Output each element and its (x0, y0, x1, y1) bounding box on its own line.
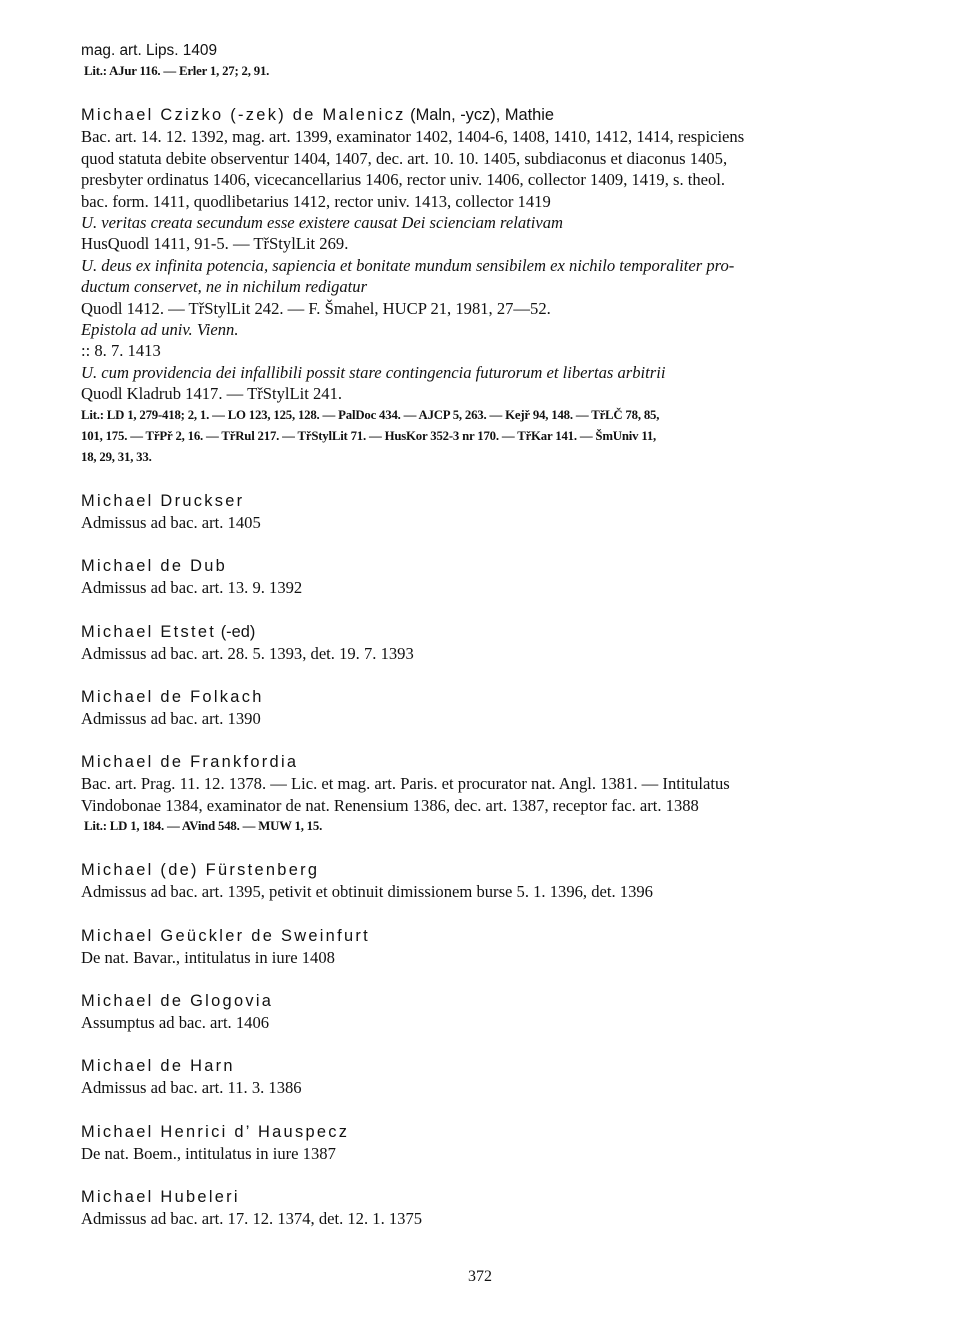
entry-name: Michael de Dub (81, 557, 228, 576)
entry-text-line: Vindobonae 1384, examinator de nat. Renensium 1386, dec. art. 1387, receptor fac. art. 1388 (81, 795, 699, 815)
entry-michael-de-frankfordia (81, 751, 901, 837)
entry-name: Michael Geückler de Sweinfurt (81, 926, 370, 945)
entry-text-line: bac. form. 1411, quodlibetarius 1412, rector univ. 1413, collector 1419 (81, 191, 551, 211)
entry-text-line: Admissus ad bac. art. 1390 (81, 708, 261, 728)
entry-michael-de-harn (81, 1055, 901, 1098)
entry-text-line: Admissus ad bac. art. 1395, petivit et obtinuit dimissionem burse 5. 1. 1396, det. 1396 (81, 882, 653, 902)
entry-text-line: quod statuta debite observentur 1404, 1407, dec. art. 10. 10. 1405, subdiaconus et diaconus 1405, (81, 148, 728, 168)
entry-text-line: Admissus ad bac. art. 17. 12. 1374, det. 12. 1. 1375 (81, 1209, 423, 1229)
entry-michael-etstet (81, 621, 901, 664)
work-reference: Quodl 1412. — TřStylLit 242. — F. Šmahel, HUCP 21, 1981, 27—52. (81, 298, 551, 318)
work-title: ductum conservet, ne in nichilum redigatur (81, 277, 368, 297)
entry-michael-furstenberg (81, 859, 901, 902)
entry-text-line: Bac. art. 14. 12. 1392, mag. art. 1399, examinator 1402, 1404-6, 1408, 1410, 1412, 1414, respiciens (81, 127, 745, 147)
entry-literature: 101, 175. — TřPř 2, 16. — TřRul 217. — TřStylLit 71. — HusKor 352-3 nr 170. — TřKar 141. — ŠmUniv 11, (81, 428, 657, 443)
entry-name: Michael de Glogovia (81, 991, 274, 1010)
entry-michael-de-folkach (81, 686, 901, 729)
entry-literature: 18, 29, 31, 33. (81, 449, 152, 464)
work-title: U. deus ex infinita potencia, sapiencia et bonitate mundum sensibilem ex nichilo temporaliter pro- (81, 255, 735, 275)
entry-michael-henrici (81, 1121, 901, 1164)
entry-text-line: Admissus ad bac. art. 13. 9. 1392 (81, 578, 303, 598)
entry-name: Michael Czizko (-zek) de Malenicz (81, 106, 406, 125)
entry-michael-czizko (81, 104, 901, 467)
entry-name: Michael Druckser (81, 491, 245, 510)
entry-name: Michael de Harn (81, 1057, 235, 1076)
work-title: Epistola ad univ. Vienn. (81, 320, 239, 340)
work-title: U. veritas creata secundum esse existere causat Dei scienciam relativam (81, 213, 564, 233)
entry-name: Michael (de) Fürstenberg (81, 861, 320, 880)
entry-name-variants: (Maln, -ycz), Mathie (405, 106, 555, 125)
entry-michael-de-dub (81, 555, 901, 598)
entry-heading (81, 104, 901, 126)
page-number: 372 (468, 1268, 492, 1285)
entry-michael-de-glogovia (81, 990, 901, 1033)
entry-text-line: De nat. Boem., intitulatus in iure 1387 (81, 1143, 336, 1163)
entry-literature: Lit.: LD 1, 184. — AVind 548. — MUW 1, 15. (84, 819, 323, 834)
entry-name: Michael Henrici d’ Hauspecz (81, 1122, 350, 1141)
entry-michael-geuckler (81, 925, 901, 968)
work-reference: Quodl Kladrub 1417. — TřStylLit 241. (81, 384, 343, 404)
page-content (81, 40, 901, 1230)
entry-name: Michael de Folkach (81, 687, 264, 706)
entry-text-line: Admissus ad bac. art. 11. 3. 1386 (81, 1078, 302, 1098)
entry-name-variants: (-ed) (216, 622, 256, 641)
work-reference: HusQuodl 1411, 91-5. — TřStylLit 269. (81, 234, 349, 254)
entry-heading (81, 621, 901, 643)
intro-literature: Lit.: AJur 116. — Erler 1, 27; 2, 91. (84, 64, 270, 79)
entry-name: Michael Etstet (81, 622, 217, 641)
entry-literature: Lit.: LD 1, 279-418; 2, 1. — LO 123, 125, 128. — PalDoc 434. — AJCP 5, 263. — Kejř 94, 148. — TřLČ 78, 85, (81, 407, 660, 422)
entry-michael-hubeleri (81, 1186, 901, 1229)
intro-line: mag. art. Lips. 1409 (81, 42, 218, 59)
work-title: U. cum providencia dei infallibili possit stare contingencia futurorum et libertas arbitrii (81, 362, 666, 382)
entry-text-line: Assumptus ad bac. art. 1406 (81, 1012, 270, 1032)
entry-name: Michael de Frankfordia (81, 753, 299, 772)
entry-michael-druckser (81, 490, 901, 533)
entry-text-line: Admissus ad bac. art. 28. 5. 1393, det. 19. 7. 1393 (81, 643, 414, 663)
entry-text-line: De nat. Bavar., intitulatus in iure 1408 (81, 947, 335, 967)
work-date: :: 8. 7. 1413 (81, 341, 161, 361)
entry-name: Michael Hubeleri (81, 1188, 240, 1207)
entry-text-line: presbyter ordinatus 1406, vicecancellarius 1406, rector univ. 1406, collector 1409, 1419, s. theol. (81, 170, 726, 190)
entry-text-line: Admissus ad bac. art. 1405 (81, 512, 261, 532)
entry-text-line: Bac. art. Prag. 11. 12. 1378. — Lic. et mag. art. Paris. et procurator nat. Angl. 1381. — Intitulatus (81, 774, 730, 794)
